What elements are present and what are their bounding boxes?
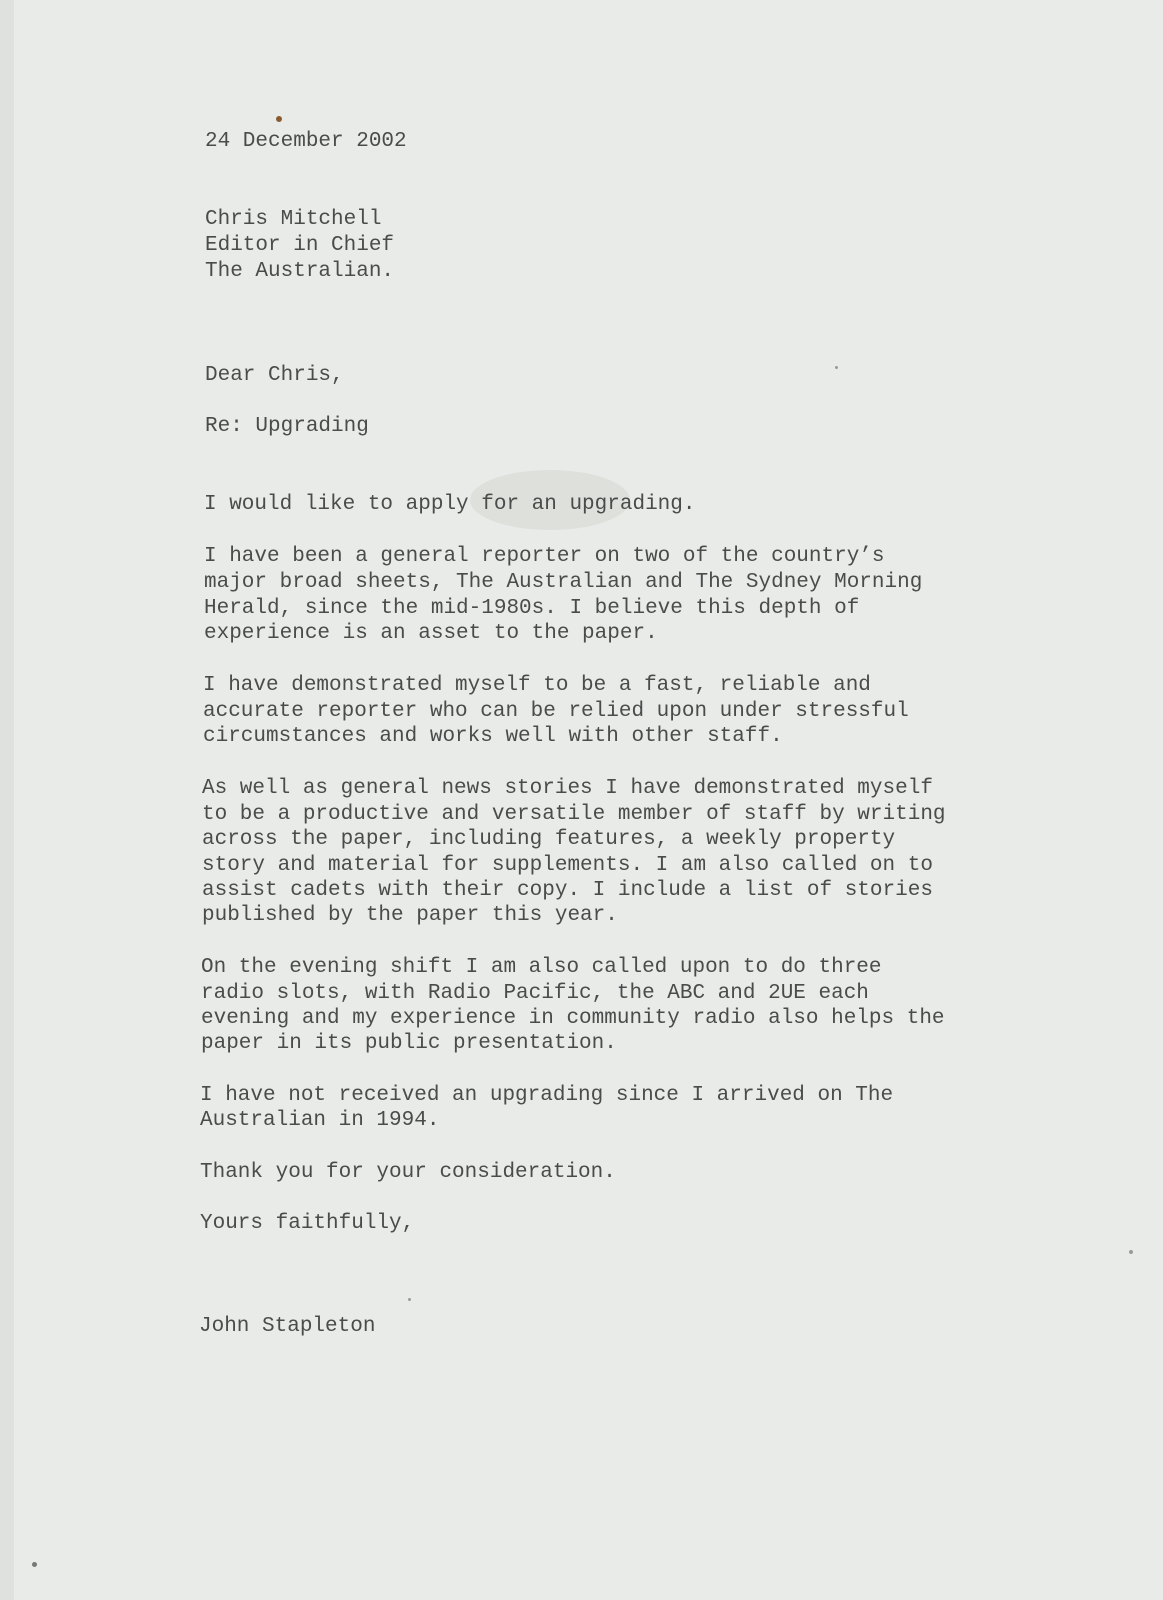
paragraph-line: paper in its public presentation. bbox=[201, 1032, 617, 1055]
closing: Yours faithfully, bbox=[200, 1212, 415, 1235]
paragraph-line: I have been a general reporter on two of the country’s bbox=[204, 545, 885, 568]
paragraph-line: story and material for supplements. I am also called on to bbox=[202, 854, 933, 877]
paragraph-line: published by the paper this year. bbox=[202, 904, 618, 927]
paragraph-line: major broad sheets, The Australian and The Sydney Morning bbox=[204, 571, 923, 594]
paragraph-line: Thank you for your consideration. bbox=[200, 1161, 616, 1184]
paragraph-line: assist cadets with their copy. I include a list of stories bbox=[202, 879, 933, 902]
paragraph-line: I would like to apply for an upgrading. bbox=[204, 493, 696, 516]
subject-line: Re: Upgrading bbox=[205, 415, 369, 438]
dust-speck bbox=[408, 1298, 411, 1301]
recipient-organization: The Australian. bbox=[205, 260, 395, 283]
paragraph-line: to be a productive and versatile member of staff by writing bbox=[202, 803, 946, 826]
dust-speck bbox=[1129, 1250, 1133, 1254]
dust-speck bbox=[32, 1562, 37, 1567]
paragraph-line: Herald, since the mid-1980s. I believe this depth of bbox=[204, 597, 860, 620]
paragraph-line: radio slots, with Radio Pacific, the ABC and 2UE each bbox=[201, 982, 869, 1005]
paragraph-line: experience is an asset to the paper. bbox=[204, 622, 658, 645]
dust-speck bbox=[835, 366, 838, 369]
signature-name: John Stapleton bbox=[199, 1315, 376, 1338]
paragraph-line: evening and my experience in community radio also helps the bbox=[201, 1007, 945, 1030]
paragraph-line: Australian in 1994. bbox=[200, 1109, 440, 1132]
paragraph-line: across the paper, including features, a weekly property bbox=[202, 828, 896, 851]
recipient-title: Editor in Chief bbox=[205, 234, 395, 257]
letter-date: 24 December 2002 bbox=[205, 130, 407, 153]
salutation: Dear Chris, bbox=[205, 364, 344, 387]
paper-edge bbox=[0, 0, 14, 1600]
paragraph-line: accurate reporter who can be relied upon under stressful bbox=[203, 700, 909, 723]
paragraph-line: circumstances and works well with other staff. bbox=[203, 725, 783, 748]
paragraph-line: As well as general news stories I have demonstrated myself bbox=[202, 777, 933, 800]
paragraph-line: On the evening shift I am also called upon to do three bbox=[201, 956, 882, 979]
recipient-name: Chris Mitchell bbox=[205, 208, 382, 231]
ink-speck bbox=[276, 116, 282, 122]
paragraph-line: I have not received an upgrading since I arrived on The bbox=[200, 1084, 894, 1107]
paragraph-line: I have demonstrated myself to be a fast, reliable and bbox=[203, 674, 871, 697]
